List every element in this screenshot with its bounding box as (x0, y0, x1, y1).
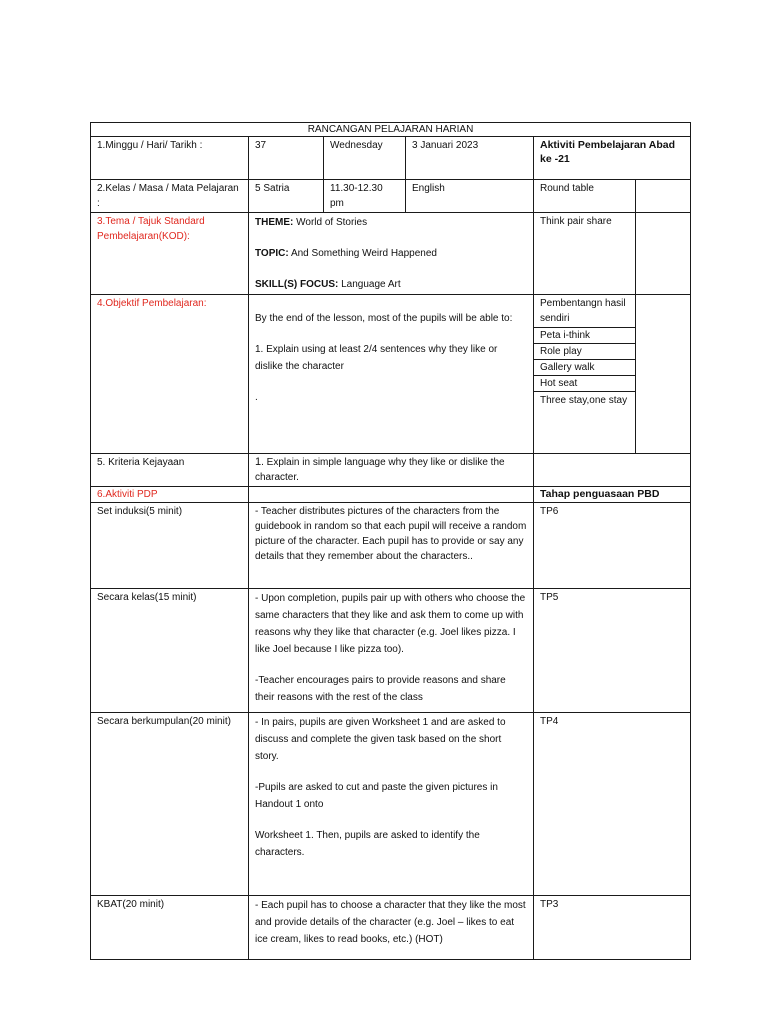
theme-topic-content (249, 213, 534, 295)
activity-item: Three stay,one stay (534, 392, 636, 454)
activity-item: Peta i-think (534, 328, 636, 344)
step-paragraph: -Teacher encourages pairs to provide reasons and share their reasons with the rest of the class (255, 675, 506, 703)
tahap-header: Tahap penguasaan PBD (534, 487, 691, 503)
step-label: Secara berkumpulan(20 minit) (91, 713, 249, 896)
activity-check-cell (636, 180, 691, 213)
criteria-empty-cell (534, 454, 691, 487)
class-value: 5 Satria (249, 180, 324, 213)
theme-label: THEME: (255, 217, 294, 228)
activity-check-cell (636, 213, 691, 295)
skills-label: SKILL(S) FOCUS: (255, 279, 339, 290)
activity-item: Gallery walk (534, 360, 636, 376)
pdp-activities-label: 6.Aktiviti PDP (91, 487, 249, 503)
day-value: Wednesday (324, 137, 406, 180)
activity-item: Hot seat (534, 376, 636, 392)
criteria-text: . Explain in simple language why they like or dislike the character. (255, 457, 505, 483)
step-tp: TP6 (534, 503, 691, 589)
page-title: RANCANGAN PELAJARAN HARIAN (91, 123, 691, 137)
topic-label: TOPIC: (255, 248, 289, 259)
activities-header: Aktiviti Pembelajaran Abad ke -21 (534, 137, 691, 180)
activity-think-pair-share: Think pair share (534, 213, 636, 295)
activity-item: Pembentangn hasil sendiri (534, 295, 636, 328)
step-description (249, 713, 534, 896)
criteria-number: 1 (255, 456, 262, 468)
topic-value: And Something Weird Happened (290, 248, 437, 259)
step-description (249, 589, 534, 713)
week-day-date-label: 1.Minggu / Hari/ Tarikh : (91, 137, 249, 180)
class-time-subject-label: 2.Kelas / Masa / Mata Pelajaran : (91, 180, 249, 213)
objective-dot: . (255, 392, 258, 403)
lesson-plan-document (90, 122, 690, 960)
step-tp: TP3 (534, 896, 691, 960)
objective-label: 4.Objektif Pembelajaran: (91, 295, 249, 454)
step-label: Secara kelas(15 minit) (91, 589, 249, 713)
step-label: KBAT(20 minit) (91, 896, 249, 960)
date-value: 3 Januari 2023 (406, 137, 534, 180)
activity-round-table: Round table (534, 180, 636, 213)
step-paragraph: - In pairs, pupils are given Worksheet 1 and are asked to discuss and complete the given task based on the short story. (255, 717, 506, 762)
step-paragraph: Worksheet 1. Then, pupils are asked to identify the characters. (255, 830, 480, 858)
step-paragraph: -Pupils are asked to cut and paste the given pictures in Handout 1 onto (255, 782, 498, 810)
step-paragraph: - Each pupil has to choose a character that they like the most and provide details of the character (e.g. Joel – likes to eat ice cream, likes to read books, etc.) (HOT) (255, 900, 526, 945)
objective-intro: By the end of the lesson, most of the pupils will be able to: (255, 313, 513, 324)
success-criteria-label: 5. Kriteria Kejayaan (91, 454, 249, 487)
activity-item: Role play (534, 344, 636, 360)
skills-value: Language Art (341, 279, 401, 290)
theme-topic-label: 3.Tema / Tajuk Standard Pembelajaran(KOD): (91, 213, 249, 295)
pdp-empty-cell (249, 487, 534, 503)
week-value: 37 (249, 137, 324, 180)
activity-check-cell (636, 295, 691, 454)
time-value: 11.30-12.30 pm (324, 180, 406, 213)
objective-content (249, 295, 534, 454)
step-paragraph: - Teacher distributes pictures of the characters from the guidebook in random so that each pupil will receive a random picture of the character. Each pupil has to provide or say any details that they remember about the characters.. (255, 506, 527, 562)
step-description (249, 896, 534, 960)
theme-value: World of Stories (296, 217, 368, 228)
subject-value: English (406, 180, 534, 213)
step-tp: TP5 (534, 589, 691, 713)
objective-item: 1. Explain using at least 2/4 sentences why they like or dislike the character (255, 344, 498, 372)
step-tp: TP4 (534, 713, 691, 896)
lesson-plan-table (90, 122, 691, 960)
step-paragraph: - Upon completion, pupils pair up with others who choose the same characters that they like and ask them to come up with reasons why they like that character (e.g. Joel likes pizza. I like Joel because I like pizza too). (255, 593, 526, 655)
step-description (249, 503, 534, 589)
success-criteria-content (249, 454, 534, 487)
step-label: Set induksi(5 minit) (91, 503, 249, 589)
